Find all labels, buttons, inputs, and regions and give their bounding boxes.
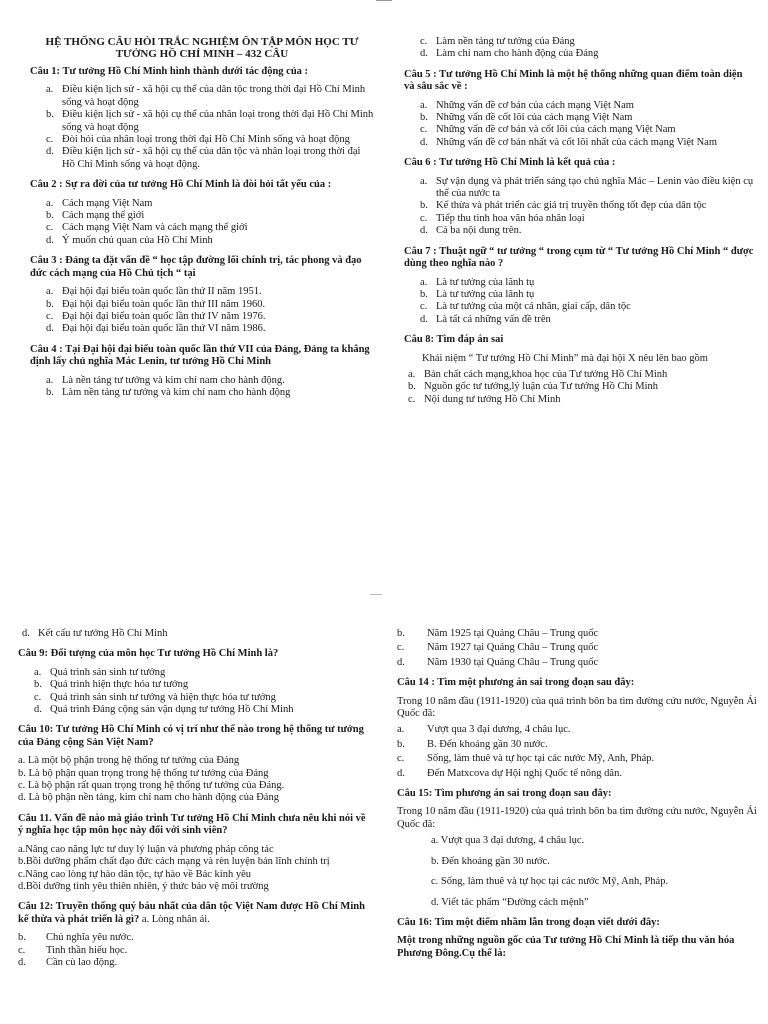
answer-option[interactable]: a. Những vấn đề cơ bản của cách mạng Việt Nam (420, 99, 634, 111)
answer-option[interactable]: c. Quá trình sản sinh tư tưởng và hiện thực hóa tư tưởng (34, 691, 276, 703)
answer-option[interactable]: c. Nội dung tư tưởng Hồ Chí Minh (408, 393, 561, 405)
answer-option[interactable]: c. Làm nền tảng tư tưởng của Đảng (420, 36, 575, 47)
answer-option[interactable]: b. Năm 1925 tại Quảng Châu – Trung quốc (397, 628, 599, 639)
question-text: Câu 9: Đối tượng của môn học Tư tưởng Hồ Chí Minh là? (18, 648, 279, 660)
answer-option[interactable]: c. Tiếp thu tinh hoa văn hóa nhân loại (420, 212, 585, 224)
question-text: Câu 11. Vấn đề nào mà giáo trình Tư tưởng Hồ Chí Minh chưa nêu khi nói về ý nghĩa học tập môn học này đối với sinh viên? (18, 812, 366, 837)
question-7 (404, 246, 754, 326)
question-4 (30, 344, 374, 400)
question-11 (18, 813, 372, 893)
answer-option[interactable]: d. Quá trình Đảng cộng sản vận dụng tư tưởng Hồ Chí Minh (34, 704, 294, 716)
answer-list (397, 724, 759, 780)
answer-option[interactable]: a. Sự vận dụng và phát triển sáng tạo chủ nghĩa Mác – Lenin vào điều kiện cụ thể của nước ta (420, 175, 754, 200)
answer-option[interactable]: d. Làm chỉ nam cho hành động của Đảng (420, 48, 599, 60)
question-8-continued (18, 628, 372, 640)
answer-option[interactable]: d. Ý muốn chủ quan của Hồ Chí Minh (46, 234, 213, 246)
answer-option[interactable]: d. Viết tác phẩm “Đường cách mệnh” (431, 896, 589, 908)
question-15 (397, 788, 759, 909)
answer-option[interactable]: d. Kết cấu tư tưởng Hồ Chí Minh (22, 628, 168, 639)
answer-option[interactable]: b.Bồi dưỡng phẩm chất đạo đức cách mạng và rèn luyện bản lĩnh chính trị (18, 856, 330, 868)
page2-right-column (397, 628, 759, 966)
answer-option[interactable]: a. Quá trình sản sinh tư tưởng (34, 666, 166, 678)
answer-list (404, 176, 754, 238)
question-1 (30, 66, 374, 171)
question-stem: Một trong những nguồn gốc của Tư tưởng Hồ Chí Minh là tiếp thu văn hóa Phương Đông.Cụ thể là: (397, 935, 735, 959)
answer-option[interactable]: d. Đại hội đại biểu toàn quốc lần thứ VI năm 1986. (46, 323, 266, 335)
answer-option[interactable]: a. Cách mạng Việt Nam (46, 197, 153, 209)
answer-option[interactable]: d. Đến Matxcova dự Hội nghị Quốc tế nông dân. (397, 767, 622, 779)
document-page-2 (0, 512, 768, 1024)
question-text: Câu 2 : Sự ra đời của tư tưởng Hồ Chí Minh là đòi hỏi tất yếu của : (30, 179, 332, 191)
answer-option[interactable]: b. Đại hội đại biểu toàn quốc lần thứ III năm 1960. (46, 298, 266, 310)
answer-option[interactable]: b. Là bộ phận quan trọng trong hệ thống tư tưởng của Đảng (18, 767, 269, 779)
answer-option[interactable]: d. Năm 1930 tại Quảng Châu – Trung quốc (397, 656, 599, 668)
answer-option[interactable]: b. Kế thừa và phát triển các giá trị truyền thống tốt đẹp của dân tộc (420, 200, 707, 212)
answer-option[interactable]: b. Chủ nghĩa yêu nước. (18, 932, 134, 944)
question-text: Câu 16: Tìm một điểm nhầm lẫn trong đoạn viết dưới đây: (397, 916, 660, 928)
answer-list (397, 835, 759, 909)
page2-left-column (18, 628, 372, 977)
answer-option[interactable]: c.Nâng cao lòng tự hào dân tộc, tự hào về Bác kính yêu (18, 868, 251, 880)
answer-option[interactable]: a.Nâng cao năng lực tư duy lý luận và phương pháp công tác (18, 843, 274, 855)
question-text: Câu 12: Truyền thống quý báu nhất của dân tộc Việt Nam được Hồ Chí Minh kế thừa và phát triển là gì? a. Lòng nhân ái. (18, 901, 365, 925)
answer-option[interactable]: c. Năm 1927 tại Quảng Châu – Trung quốc (397, 642, 599, 654)
answer-option[interactable]: c. Tinh thần hiếu học. (18, 944, 128, 956)
question-stem: Trong 10 năm đầu (1911-1920) của quá trình bôn ba tìm đường cứu nước, Nguyễn Ái Quốc đã: (397, 695, 757, 720)
answer-list (18, 932, 372, 969)
question-text: Câu 7 : Thuật ngữ “ tư tưởng “ trong cụm từ “ Tư tưởng Hồ Chí Minh “ được dùng theo nghĩa nào ? (404, 245, 754, 270)
page1-left-column (30, 36, 374, 407)
question-5 (404, 69, 754, 149)
answer-option[interactable]: c. Những vấn đề cơ bản và cốt lõi của cách mạng Việt Nam (420, 124, 676, 136)
answer-option[interactable]: c. Là bộ phận rất quan trọng trong hệ thống tư tưởng của Đảng. (18, 780, 285, 792)
question-text: Câu 1: Tư tưởng Hồ Chí Minh hình thành dưới tác động của : (30, 66, 309, 77)
question-text: Câu 5 : Tư tưởng Hồ Chí Minh là một hệ thống những quan điểm toàn diện và sâu sắc về : (404, 68, 743, 93)
answer-option[interactable]: c. Sống, làm thuê và tự học tại các nước Mỹ, Anh, Pháp. (397, 753, 655, 765)
question-text: Câu 8: Tìm đáp án sai (404, 334, 504, 346)
question-stem: Trong 10 năm đầu (1911-1920) của quá trình bôn ba tìm đường cứu nước, Nguyễn Ái Quốc đã: (397, 806, 757, 830)
question-12 (18, 901, 372, 969)
question-text: Câu 15: Tìm phương án sai trong đoạn sau đây: (397, 788, 612, 800)
answer-option[interactable]: b. Quá trình hiện thực hóa tư tưởng (34, 679, 189, 691)
answer-option[interactable]: d. Là tất cả những vấn đề trên (420, 313, 551, 325)
answer-list (30, 198, 374, 248)
question-13-continued (397, 628, 759, 669)
answer-option[interactable]: b. Đến khoảng gần 30 nước. (431, 855, 550, 867)
answer-option[interactable]: d. Cả ba nội dung trên. (420, 225, 522, 237)
question-text: Câu 10: Tư tưởng Hồ Chí Minh có vị trí như thế nào trong hệ thống tư tưởng của Đảng cộng Sản Việt Nam? (18, 724, 364, 748)
page1-right-column (404, 36, 754, 414)
answer-list (18, 628, 372, 640)
answer-option[interactable]: c. Đại hội đại biểu toàn quốc lần thứ IV năm 1976. (46, 310, 266, 322)
answer-list (404, 277, 754, 327)
answer-option[interactable]: b. Làm nền tảng tư tưởng và kim chỉ nam cho hành động (46, 386, 291, 398)
answer-option[interactable]: c. Sống, làm thuê và tự học tại các nước Mỹ, Anh, Pháp. (431, 876, 669, 888)
question-16 (397, 917, 759, 960)
answer-option[interactable]: d.Bồi dưỡng tình yêu thiên nhiên, ý thức bảo vệ môi trường (18, 880, 269, 892)
answer-option[interactable]: d. Cần cù lao động. (18, 956, 118, 968)
answer-option[interactable]: d. Là bộ phận nền tảng, kim chỉ nam cho hành động của Đảng (18, 792, 279, 804)
question-4-continued (404, 36, 754, 61)
answer-list (18, 844, 372, 894)
answer-list (404, 369, 754, 406)
answer-option[interactable]: b. Điều kiện lịch sử - xã hội cụ thể của nhân loại trong thời đại Hồ Chí Minh sống và hoạt động (46, 109, 374, 133)
answer-option[interactable]: a. Là tư tưởng của lãnh tụ (420, 276, 535, 288)
answer-option[interactable]: a. Là nền tảng tư tưởng và kim chỉ nam cho hành động. (46, 374, 285, 386)
question-14 (397, 677, 759, 780)
question-9 (18, 648, 372, 716)
answer-list (30, 375, 374, 400)
answer-option[interactable]: b. B. Đến khoảng gần 30 nước. (397, 738, 548, 750)
answer-option[interactable]: b. Nguồn gốc tư tưởng,lý luận của Tư tưởng Hồ Chí Minh (408, 381, 659, 393)
answer-option[interactable]: a. Bản chất cách mạng,khoa học của Tư tưởng Hồ Chí Minh (408, 368, 668, 380)
answer-option-inline[interactable]: a. Lòng nhân ái. (141, 913, 210, 925)
answer-list (30, 286, 374, 336)
answer-option[interactable]: b. Là tư tưởng của lãnh tụ (420, 288, 535, 300)
answer-option[interactable]: b. Những vấn đề cốt lõi của cách mạng Việt Nam (420, 112, 633, 124)
answer-list (18, 667, 372, 717)
answer-list (30, 84, 374, 171)
answer-option[interactable]: a. Đại hội đại biểu toàn quốc lần thứ II năm 1951. (46, 286, 262, 298)
answer-option[interactable]: c. Đòi hỏi của nhân loại trong thời đại Hồ Chí Minh sống và hoạt động (46, 134, 350, 146)
answer-list (404, 36, 754, 61)
question-text: Câu 4 : Tại Đại hội đại biểu toàn quốc lần thứ VII của Đảng, Đảng ta khẳng định lấy chủ nghĩa Mác Lenin, tư tưởng Hồ Chí Minh (30, 343, 370, 368)
answer-list (397, 628, 759, 669)
answer-list (404, 100, 754, 150)
answer-option[interactable]: a. Vượt qua 3 đại dương, 4 châu lục. (397, 724, 571, 736)
question-3 (30, 255, 374, 335)
answer-option[interactable]: b. Cách mạng thế giới (46, 210, 145, 222)
question-stem: Khái niệm “ Tư tưởng Hồ Chí Minh” mà đại hội X nêu lên bao gồm (422, 352, 708, 364)
answer-option[interactable]: a. Vượt qua 3 đại dương, 4 châu lục. (431, 835, 585, 847)
answer-option[interactable]: a. Điều kiện lịch sử - xã hội cụ thể của dân tộc trong thời đại Hồ Chí Minh sống và hoạt động (46, 84, 366, 108)
question-10 (18, 724, 372, 804)
question-text: Câu 6 : Tư tưởng Hồ Chí Minh là kết quả của : (404, 157, 616, 169)
question-text: Câu 14 : Tìm một phương án sai trong đoạn sau đây: (397, 677, 635, 689)
document-title: HỆ THỐNG CÂU HỎI TRẮC NGHIỆM ÔN TẬP MÔN HỌC TƯ TƯỞNG HỒ CHÍ MINH – 432 CÂU (45, 36, 359, 60)
question-text: Câu 3 : Đảng ta đặt vấn đề “ học tập đường lối chính trị, tác phong và đạo đức cách mạng của Hồ Chủ tịch “ tại (30, 255, 362, 279)
answer-option[interactable]: c. Là tư tưởng của một cá nhân, giai cấp, dân tộc (420, 301, 631, 313)
question-8 (404, 334, 754, 406)
question-2 (30, 179, 374, 247)
answer-option[interactable]: d. Điều kiện lịch sử - xã hội cụ thể của dân tộc và nhân loại trong thời đại Hồ Chí Minh sống và hoạt động. (46, 146, 361, 170)
question-6 (404, 157, 754, 237)
answer-list (18, 755, 372, 805)
answer-option[interactable]: c. Cách mạng Việt Nam và cách mạng thế giới (46, 222, 248, 234)
answer-option[interactable]: a. Là một bộ phận trong hệ thống tư tưởng của Đảng (18, 755, 240, 767)
answer-option[interactable]: d. Những vấn đề cơ bản nhất và cốt lõi nhất của cách mạng Việt Nam (420, 136, 717, 148)
